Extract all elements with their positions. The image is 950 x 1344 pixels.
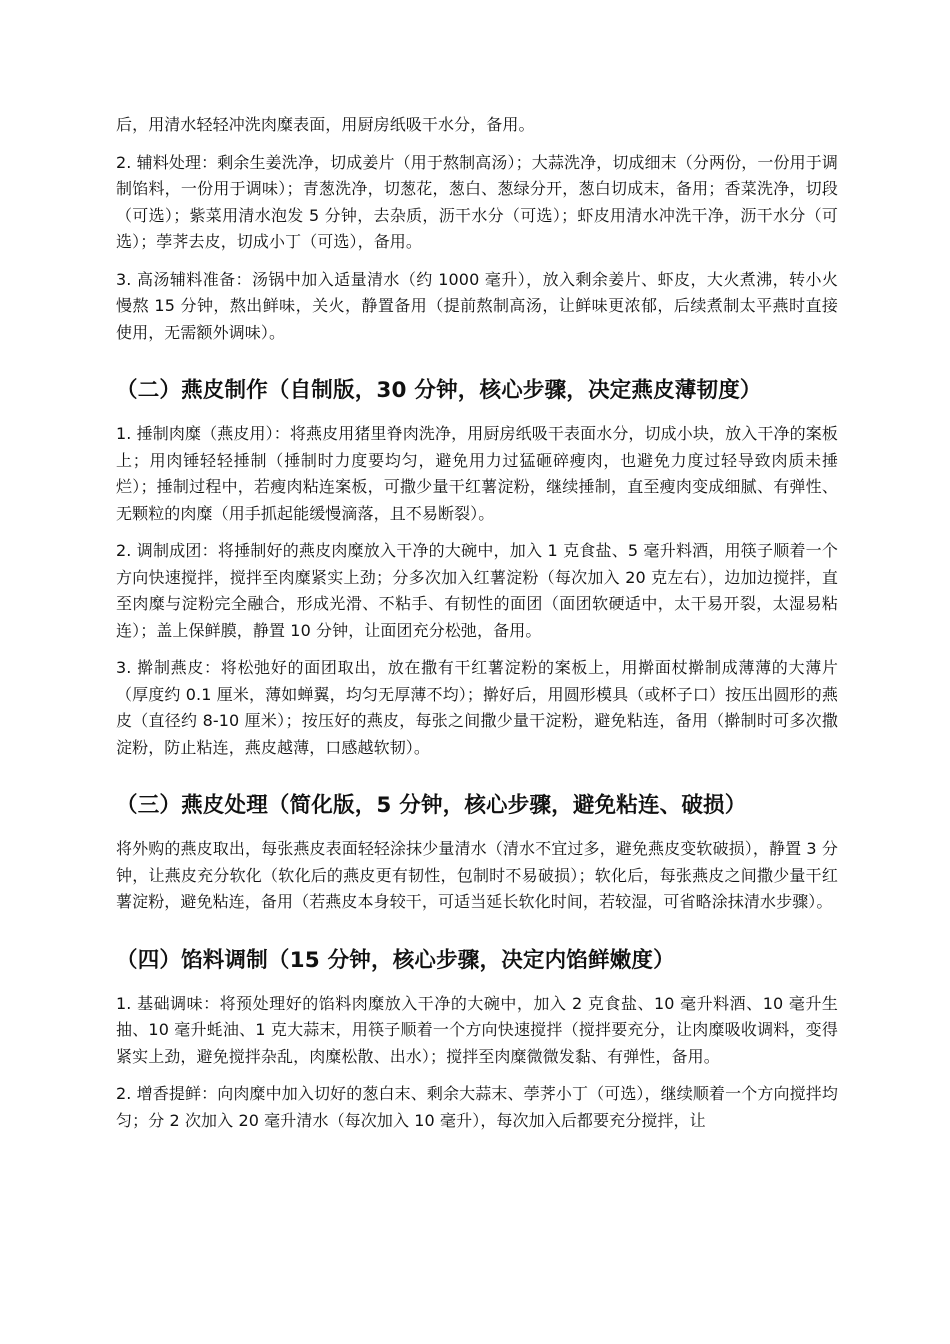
section-4-paragraph-1: 1. 基础调味：将预处理好的馅料肉糜放入干净的大碗中，加入 2 克食盐、10 毫升料酒、10 毫升生抽、10 毫升蚝油、1 克大蒜末，用筷子顺着一个方向快速搅拌（搅拌要充分，让肉糜吸收调料，变得紧实上劲，避免搅拌杂乱，肉糜松散、出水）；搅拌至肉糜微微发黏、有弹性，备用。 [116,993,838,1066]
section-3-paragraph-1: 将外购的燕皮取出，每张燕皮表面轻轻涂抹少量清水（清水不宜过多，避免燕皮变软破损），静置 3 分钟，让燕皮充分软化（软化后的燕皮更有韧性，包制时不易破损）；软化后，每张燕皮之间撒少量干红薯淀粉，避免粘连，备用（若燕皮本身较干，可适当延长软化时间，若较湿，可省略涂抹清水步骤）。 [116,839,838,911]
section-4-paragraph-2: 2. 增香提鲜：向肉糜中加入切好的葱白末、剩余大蒜末、荸荠小丁（可选），继续顺着一个方向搅拌均匀；分 2 次加入 20 毫升清水（每次加入 10 毫升），每次加入后都要充分搅拌，让 [116,1084,838,1130]
intro-paragraph-1: 后，用清水轻轻冲洗肉糜表面，用厨房纸吸干水分，备用。 [116,115,535,134]
section-2-heading: （二）燕皮制作（自制版，30 分钟，核心步骤，决定燕皮薄韧度） [116,378,762,403]
section-2-paragraph-1: 1. 捶制肉糜（燕皮用）：将燕皮用猪里脊肉洗净，用厨房纸吸干表面水分，切成小块，放入干净的案板上；用肉锤轻轻捶制（捶制时力度要均匀，避免用力过猛砸碎瘦肉，也避免力度过轻导致肉质未捶烂）；捶制过程中，若瘦肉粘连案板，可撒少量干红薯淀粉，继续捶制，直至瘦肉变成细腻、有弹性、无颗粒的肉糜（用手抓起能缓慢滴落，且不易断裂）。 [116,424,838,523]
section-2-paragraph-3: 3. 擀制燕皮：将松弛好的面团取出，放在撒有干红薯淀粉的案板上，用擀面杖擀制成薄薄的大薄片（厚度约 0.1 厘米，薄如蝉翼，均匀无厚薄不均）；擀好后，用圆形模具（或杯子口）按压出圆形的燕皮（直径约 8-10 厘米）；按压好的燕皮，每张之间撒少量干淀粉，避免粘连，备用（擀制时可多次撒淀粉，防止粘连，燕皮越薄，口感越软韧）。 [116,658,838,757]
intro-paragraph-2: 2. 辅料处理：剩余生姜洗净，切成姜片（用于熬制高汤）；大蒜洗净，切成细末（分两份，一份用于调制馅料，一份用于调味）；青葱洗净，切葱花，葱白、葱绿分开，葱白切成末，备用；香菜洗净，切段（可选）；紫菜用清水泡发 5 分钟，去杂质，沥干水分（可选）；虾皮用清水冲洗干净，沥干水分（可选）；荸荠去皮，切成小丁（可选），备用。 [116,152,838,251]
section-3-heading: （三）燕皮处理（简化版，5 分钟，核心步骤，避免粘连、破损） [116,793,747,818]
intro-paragraph-3: 3. 高汤辅料准备：汤锅中加入适量清水（约 1000 毫升），放入剩余姜片、虾皮，大火煮沸，转小火慢熬 15 分钟，熬出鲜味，关火，静置备用（提前熬制高汤，让鲜味更浓郁，后续煮制太平燕时直接使用，无需额外调味）。 [116,269,838,342]
section-2-paragraph-2: 2. 调制成团：将捶制好的燕皮肉糜放入干净的大碗中，加入 1 克食盐、5 毫升料酒，用筷子顺着一个方向快速搅拌，搅拌至肉糜紧实上劲；分多次加入红薯淀粉（每次加入 20 克左右），边加边搅拌，直至肉糜与淀粉完全融合，形成光滑、不粘手、有韧性的面团（面团软硬适中，太干易开裂，太湿易粘连）；盖上保鲜膜，静置 10 分钟，让面团充分松弛，备用。 [116,541,838,640]
document-page [116,112,838,1145]
section-4-heading: （四）馅料调制（15 分钟，核心步骤，决定内馅鲜嫩度） [116,947,675,973]
